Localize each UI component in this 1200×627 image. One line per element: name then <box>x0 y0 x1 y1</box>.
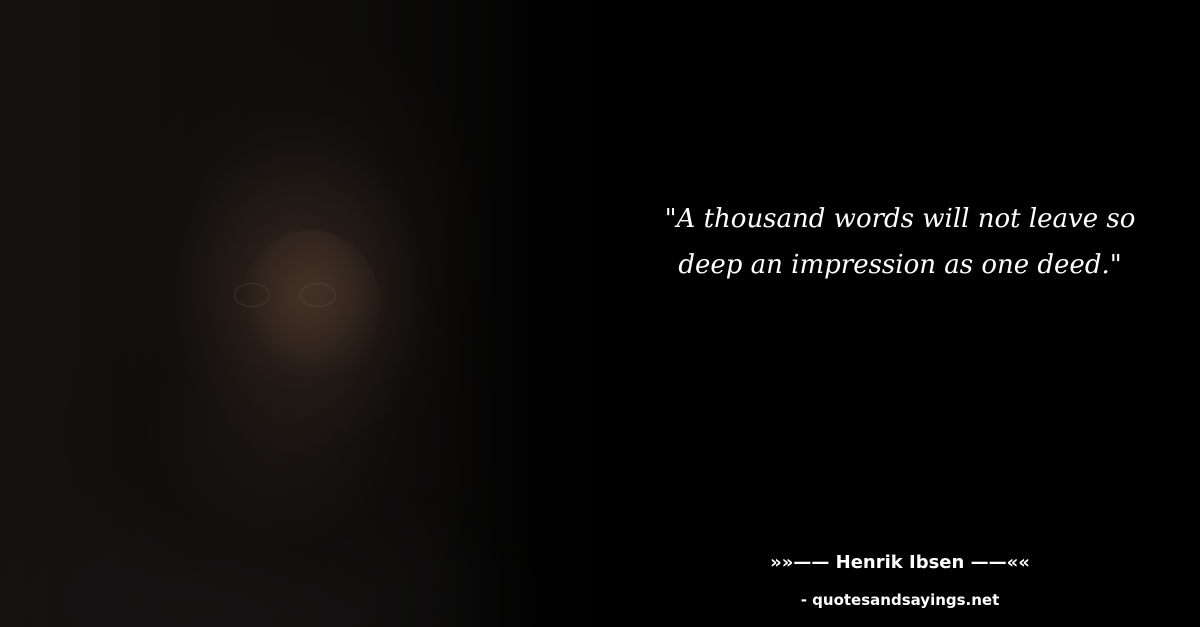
author-name: Henrik Ibsen <box>835 552 965 573</box>
portrait-fade <box>440 0 640 627</box>
quote-text: "A thousand words will not leave so deep an impression as one deed." <box>664 204 1136 280</box>
author-attribution <box>700 551 1100 575</box>
attribution-prefix: »»—— <box>770 552 836 573</box>
attribution-suffix: ——«« <box>964 552 1030 573</box>
spectacle-lens-left <box>234 283 270 307</box>
portrait-spectacles <box>228 283 358 307</box>
spectacle-lens-right <box>300 283 336 307</box>
source-site: - quotesandsayings.net <box>800 591 1000 609</box>
